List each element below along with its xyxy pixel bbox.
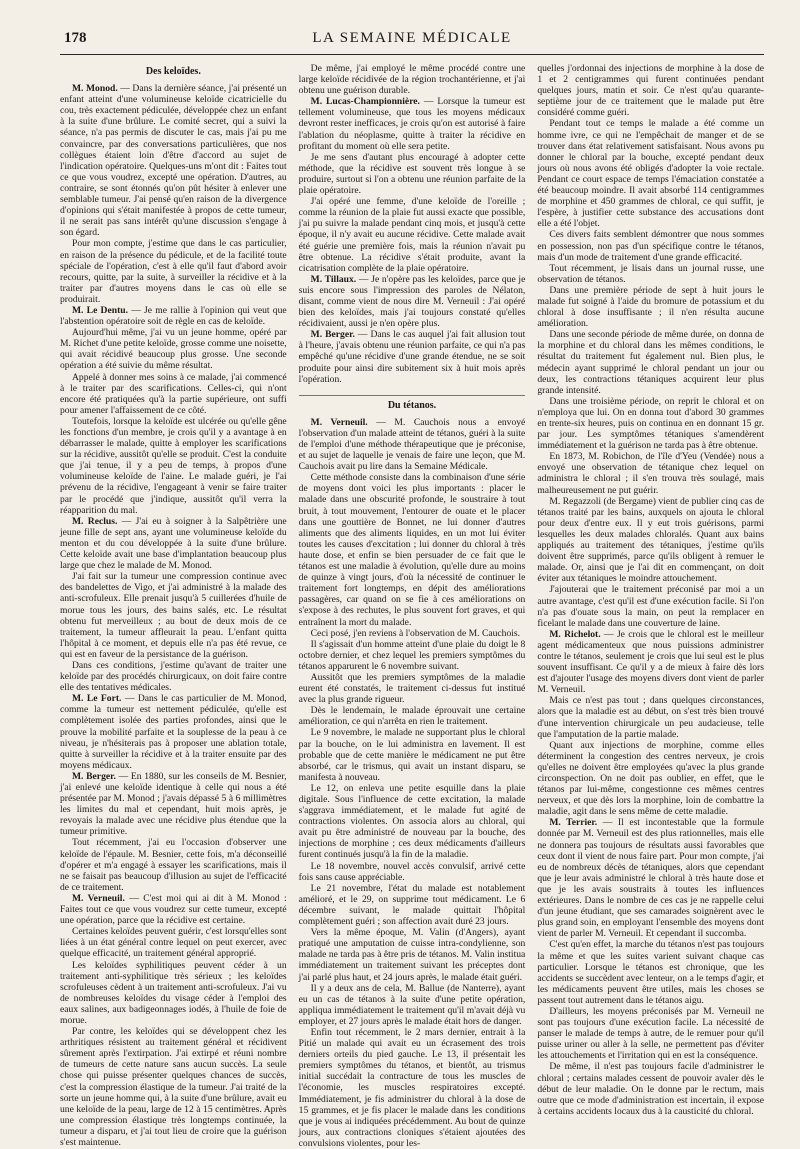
paragraph [537, 63, 764, 118]
paragraph-text: M. Regazzoli (de Bergame) vient de publier cinq cas de tétanos traité par les bains, auxquels on ajouta le chloral pour deux d'entre eux. Il y eut trois guérisons, parmi lesquelles les deux malades chloralés. Quant aux bains appliqués au traitement des tétaniques, j'estime qu'ils doivent être supprimés, parce qu'ils obligent à remuer le malade. Or, ainsi que je l'ai dit en commençant, on doit éviter aux tétaniques le moindre attouchement. [537, 495, 764, 585]
paragraph-text: Le 9 novembre, le malade ne supportant plus le chloral par la bouche, on le lui administra en lavement. Il est probable que de cette manière le médicament ne put être absorbé, car le trismus, qui avait un instant disparu, se manifesta à nouveau. [298, 727, 526, 783]
paragraph [537, 740, 764, 818]
paragraph-text: — Dans la dernière séance, j'ai présenté un enfant atteint d'une volumineuse keloïde cicatricielle du cou, très exactement pédiculée, développée chez un enfant à la suite d'une brûlure. Le comité secret, qui a suivi la séance, n'a pas permis de discuter le cas, mais j'ai pu me convaincre, par des conversations particulières, que nos collègues étaient loin d'être d'accord au sujet de l'indication opératoire. Quelques-uns m'ont dit : Faites tout ce que vous voudrez, excepté une opération. D'autres, au contraire, se sont étonnés qu'on pût hésiter à enlever une semblable tumeur. J'ai pensé qu'en raison de la divergence d'opinions qui s'était manifestée à propos de cette tumeur, il ne serait pas sans intérêt qu'une discussion s'engage à son égard. [60, 83, 287, 239]
paragraph-text: Dans une seconde période de même durée, on donna de la morphine et du chloral dans les mêmes conditions, le résultat du traitement fut également nul. Bien plus, le médecin ayant supprimé le chloral pendant un jour ou deux, les contractions tétaniques acquirent leur plus grande intensité. [537, 329, 764, 396]
paragraph [299, 639, 526, 672]
paragraph [537, 1006, 764, 1061]
paragraph-text: Dès le lendemain, le malade éprouvait une certaine amélioration, ce qui n'arrêta en rien le traitement. [298, 705, 526, 728]
paragraph [537, 329, 764, 396]
speaker-name: M. Verneuil. [310, 416, 368, 428]
speaker-name: M. Berger. [72, 770, 116, 782]
paragraph [299, 472, 526, 627]
speaker-name: M. Verneuil. [72, 892, 125, 904]
paragraph [299, 783, 526, 861]
column-2 [299, 63, 526, 1149]
paragraph-text: J'ai fait sur la tumeur une compression continue avec des bandelettes de Vigo, et j'ai administré à la malade des anti-scrofuleux. Elle prenait jusqu'à 5 cuillerées d'huile de morue tous les jours, des bains salés, etc. Le résultat obtenu fut merveilleux ; au bout de deux mois de ce traitement, la tumeur affleurait la peau. L'enfant quitta l'hôpital à ce moment, et depuis elle n'a pas été revue, ce qui est en faveur de la persistance de la guérison. [60, 571, 287, 660]
paragraph-text: Toutefois, lorsque la keloïde est ulcérée ou qu'elle gêne les fonctions d'un membre, je crois qu'il y a avantage à en débarrasser le malade, quitte à employer les scarifications sur la récidive, aussitôt qu'elle se produit. C'est la conduite que j'ai tenue, il y a peu de temps, à propos d'une volumineuse keloïde de l'aine. Le malade guéri, je l'ai prévenu de la récidive, l'engageant à venir se faire traiter par le procédé que j'indique, aussitôt qu'il verra la réapparition du mal. [60, 415, 287, 516]
paragraph-text: Tout récemment, je lisais dans un journal russe, une observation de tétanos. [537, 262, 764, 285]
text-columns [60, 63, 764, 1149]
paragraph-text: — Dans le cas particulier de M. Monod, comme la tumeur est nettement pédiculée, qu'elle est complètement isolée des parties profondes, ainsi que le prouve la mobilité parfaite et la souplesse de la peau à ce niveau, je n'hésiterais pas à proposer une ablation totale, quitte à surveiller la récidive et à la traiter ensuite par des moyens médicaux. [60, 693, 287, 771]
paragraph [537, 629, 764, 696]
paragraph [299, 274, 526, 329]
paragraph [299, 727, 526, 782]
paragraph [60, 960, 287, 1027]
paragraph [299, 983, 526, 1027]
paragraph-text: Pour mon compte, j'estime que dans le cas particulier, en raison de la présence du pédicule, et de la facilité toute spéciale de l'opération, c'est à elle qu'il faut d'abord avoir recours, quitte, par la suite, à surveiller la récidive et à la traiter par d'autres moyens dans le cas où elle se produirait. [60, 238, 287, 305]
paragraph-text: Appelé à donner mes soins à ce malade, j'ai commencé à le traiter par des scarifications. Celles-ci, qui n'ont encore été pratiquées qu'à la partie supérieure, ont suffi pour amener l'affaissement de ce côté. [60, 371, 287, 416]
paragraph [299, 63, 526, 96]
page-header [60, 30, 764, 55]
paragraph-text: — Il est incontestable que la formule donnée par M. Verneuil est des plus rationnelles, mais elle ne donnera pas toujours de résultats aussi favorables que ceux dont il vient de nous faire part. Pour mon compte, j'ai eu de nombreux décès de tétaniques, alors que cependant que je leur avais administré le chloral à très haute dose et que je les avais soustraits à toutes les influences extérieures. Dans le nombre de ces cas je ne rappelle celui d'un jeune étudiant, que ses camarades soignèrent avec le plus grand soin, en employant l'ensemble des moyens dont vient de parler M. Verneuil. Et cependant il succomba. [537, 817, 764, 940]
paragraph [299, 883, 526, 927]
paragraph-text: Il y a deux ans de cela, M. Ballue (de Nanterre), ayant eu un cas de tétanos à la suite d'une petite opération, appliqua immédiatement le traitement qu'il m'avait déjà vu employer, et 27 jours après le malade était hors de danger. [298, 982, 526, 1027]
running-title: LA SEMAINE MÉDICALE [312, 30, 512, 46]
paragraph-text: Il s'agissait d'un homme atteint d'une plaie du doigt le 8 octobre dernier, et chez lequel les premiers symptômes du tétanos apparurent le 6 novembre suivant. [298, 638, 526, 672]
paragraph [60, 693, 287, 771]
paragraph [299, 927, 526, 982]
paragraph-text: Par contre, les keloïdes qui se développent chez les arthritiques résistent au traitement général et récidivent sûrement après l'extirpation. J'ai extirpé et réuni nombre de tumeurs de cette nature sans aucun succès. La seule chose qui puisse présenter quelques chances de succès, c'est la compression élastique de la tumeur. J'ai traité de la sorte un jeune homme qui, à la suite d'une brûlure, avait eu une keloïde de la peau, large de 12 à 15 centimètres. Après une compression élastique très longtemps continuée, la tumeur a disparu, et j'ai tout lieu de croire que la guérison s'est maintenue. [60, 1026, 287, 1148]
paragraph [299, 196, 526, 274]
paragraph [60, 771, 287, 838]
paragraph [60, 660, 287, 693]
paragraph-text: Mais ce n'est pas tout ; dans quelques circonstances, alors que la maladie est au début, on s'est très bien trouvé d'une intervention chirurgicale un peu audacieuse, telle que l'amputation de la partie malade. [537, 695, 764, 740]
paragraph [60, 837, 287, 892]
paragraph-text: — Je crois que le chloral est le meilleur agent médicamenteux que nous puissions administrer contre le tétanos, seulement je crois que lui seul est le plus souvent insuffisant. Ce qu'il y a de mieux à faire dès lors est d'ajouter l'usage des moyens divers dont vient de parler M. Verneuil. [537, 628, 764, 696]
paragraph-text: Ceci posé, j'en reviens à l'observation de M. Cauchois. [310, 627, 521, 639]
paragraph-text: De même, il n'est pas toujours facile d'administrer le chloral ; certains malades cessent de pouvoir avaler dès le début de leur maladie. On le donne par le rectum, mais outre que ce mode d'administration est incertain, il expose à certains accidents locaux dus à la causticité du chloral. [537, 1061, 764, 1117]
speaker-name: M. Le Fort. [72, 693, 122, 705]
paragraph [299, 628, 526, 639]
paragraph-text: — C'est moi qui ai dit à M. Monod : Faites tout ce que vous voudrez sur cette tumeur, excepté une opération, parce que la récidive est certaine. [60, 892, 287, 927]
paragraph [537, 1061, 764, 1116]
paragraph-text: — Je n'opère pas les keloïdes, parce que je suis encore sous l'impression des paroles de Nélaton, disant, comme vient de nous dire M. Verneuil : J'ai opéré bien des keloïdes, mais j'ai toujours constaté qu'elles récidivaient, aussi je n'en opère plus. [298, 273, 526, 330]
column-3 [537, 63, 764, 1149]
paragraph-text: J'ajouterai que le traitement préconisé par moi a un autre avantage, c'est qu'il est d'une exécution facile. Si l'on n'a pas d'ouate sous la main, on peut la remplacer en ficelant le malade dans une couverture de laine. [537, 584, 764, 629]
paragraph-text: quelles j'ordonnai des injections de morphine à la dose de 1 et 2 centigrammes qui furent continuées pendant quelques jours, matin et soir. Ce n'est qu'au quarante-septième jour de ce traitement que le malade put être considéré comme guéri. [537, 63, 764, 119]
paragraph [60, 926, 287, 959]
paragraph-text: Le 12, on enleva une petite esquille dans la plaie digitale. Sous l'influence de cette excitation, la malade s'aggrava immédiatement, et le malade fut agité de contractions violentes. On associa alors au chloral, qui avait pu être administré de nouveau par la bouche, des injections de morphine ; ces deux médicaments d'ailleurs furent continués jusqu'à la fin de la maladie. [298, 782, 526, 861]
paragraph [299, 705, 526, 727]
paragraph [299, 1027, 526, 1149]
paragraph [299, 672, 526, 705]
paragraph [537, 817, 764, 939]
speaker-name: M. Monod. [72, 83, 118, 95]
paragraph-text: Le 21 novembre, l'état du malade est notablement amélioré, et le 29, on supprime tout médicament. Le 6 décembre suivant, le malade quittait l'hôpital complètement guéri ; son affection avait duré 23 jours. [298, 882, 526, 928]
paragraph-text: J'ai opéré une femme, d'une keloïde de l'oreille ; comme la réunion de la plaie fut aussi exacte que possible, j'ai pu suivre la malade pendant cinq mois, et jusqu'à cette époque, il n'y avait eu aucune récidive. Cette malade avait été guérie une première fois, mais la réunion n'avait pu être obtenue. La récidive s'était produite, avant la cicatrisation complète de la plaie opératoire. [298, 196, 526, 274]
paragraph-text: Certaines keloïdes peuvent guérir, c'est lorsqu'elles sont liées à un état général contre lequel on peut exercer, avec quelque efficacité, un traitement général approprié. [60, 926, 287, 960]
paragraph-text: En 1873, M. Robichon, de l'île d'Yeu (Vendée) nous a envoyé une observation de tétanique chez lequel on administra le chloral ; il s'en trouva très soulagé, mais malheureusement ne put guérir. [537, 451, 764, 496]
paragraph [60, 305, 287, 327]
section-heading: Du tétanos. [299, 395, 526, 411]
section-heading: Des keloïdes. [145, 66, 201, 77]
speaker-name: M. Tillaux. [310, 273, 357, 285]
paragraph [299, 417, 526, 472]
paragraph-text: — Je me rallie à l'opinion qui veut que l'abstention opératoire soit de règle en cas de keloïde. [60, 304, 287, 328]
speaker-name: M. Reclus. [72, 515, 118, 527]
paragraph-text: De même, j'ai employé le même procédé contre une large keloïde récidivée de la région trochantérienne, et j'ai obtenu une guérison durable. [298, 63, 526, 97]
paragraph [537, 451, 764, 495]
paragraph-text: Dans une troisième période, on reprit le chloral et on n'employa que lui. On en donna tout d'abord 30 grammes en trente-six heures, puis on continua en en donnant 15 gr. par jour. Les symptômes tétaniques s'amendèrent immédiatement et la guérison ne tarda pas à être obtenue. [537, 395, 764, 452]
paragraph-text: Ces divers faits semblent démontrer que nous sommes en possession, non pas d'un spécifique contre le tétanos, mais d'un mode de traitement d'une grande efficacité. [537, 229, 764, 263]
speaker-name: M. Le Dentu. [72, 304, 129, 316]
paragraph-text: D'ailleurs, les moyens préconisés par M. Verneuil ne sont pas toujours d'une exécution facile. La nécessité de panser le malade de temps à autre, de le remuer pour qu'il puisse uriner ou aller à la selle, ne permettent pas d'éviter les attouchements et l'irritation qui en est la conséquence. [537, 1005, 764, 1062]
paragraph-text: Pendant tout ce temps le malade a été comme un homme ivre, ce qui ne l'empêchait de manger et de se trouver dans état relativement satisfaisant. Nous avons pu donner le chloral par la bouche, excepté pendant deux jours où nous avons été obligés d'adopter la voie rectale. Pendant ce court espace de temps l'émaciation constatée a été beaucoup moindre. Il avait absorbé 114 centigrammes de morphine et 450 grammes de chloral, ce qui suffit, je l'espère, à justifier cette substance des accusations dont elle a été l'objet. [537, 118, 764, 230]
paragraph-text: Dans ces conditions, j'estime qu'avant de traiter une keloïde par des procédés chirurgicaux, on doit faire contre elle des tentatives médicales. [60, 659, 287, 694]
paragraph-text: Les keloïdes syphilitiques peuvent céder à un traitement anti-syphilitique très sérieux ; les keloïdes scrofuleuses cèdent à un traitement anti-scrofuleux. J'ai vu de nombreuses keloïdes du visage céder à l'emploi des eaux salines, aux badigeonnages iodés, à l'huile de foie de morue. [60, 959, 287, 1026]
speaker-name: M. Terrier. [549, 817, 598, 829]
paragraph-text: Dans une première période de sept à huit jours le malade fut soigné à l'aide du bromure de potassium et du chloral à dose insuffisante ; il n'en résulta aucune amélioration. [537, 284, 764, 330]
paragraph [537, 263, 764, 285]
paragraph [60, 238, 287, 305]
paragraph [60, 416, 287, 516]
paragraph-text: C'est qu'en effet, la marche du tétanos n'est pas toujours la même et que les suites varient suivant chaque cas particulier. Lorsque le tétanos est chronique, que les accidents se succèdent avec lenteur, on a le temps d'agir, et les médicaments peuvent être utiles, mais les choses se passent tout autrement dans le tétanos aigu. [537, 939, 764, 1006]
paragraph [537, 584, 764, 628]
paragraph-text: Enfin tout récemment, le 2 mars dernier, entrait à la Pitié un malade qui avait eu un écrasement des trois derniers orteils du pied gauche. Le 13, il présentait les premiers symptômes du tétanos, et bientôt, au trismus initial succédait la contracture de tous les muscles de l'économie, les muscles respiratoires excepté. Immédiatement, je fis administrer du chloral à la dose de 15 grammes, et je fis placer le malade dans les conditions que je vous ai indiquées précédemment. Au bout de quinze jours, aux contractions cloniques s'étaient ajoutées des convulsions violentes, pour les- [298, 1026, 526, 1149]
column-1 [60, 63, 287, 1149]
paragraph [537, 118, 764, 229]
paragraph-text: Aussitôt que les premiers symptômes de la maladie eurent été constatés, le traitement ci-dessus fut institué avec la plus grande rigueur. [298, 671, 526, 706]
paragraph [60, 83, 287, 238]
paragraph [537, 496, 764, 585]
paragraph [60, 1026, 287, 1148]
paragraph [60, 516, 287, 571]
paragraph-text: Aujourd'hui même, j'ai vu un jeune homme, opéré par M. Richet d'une petite keloïde, grosse comme une noisette, qui avait récidivé beaucoup plus grosse. Une seconde opération a été suivie du même résultat. [60, 327, 287, 372]
page-number: 178 [64, 30, 87, 46]
paragraph [299, 152, 526, 196]
speaker-name: M. Lucas-Championnière. [310, 96, 420, 108]
paragraph [537, 285, 764, 329]
paragraph-text: Quant aux injections de morphine, comme elles déterminent la congestion des centres nerveux, je crois qu'elles ne doivent être employées qu'avec la plus grande circonspection. On ne doit pas oublier, en effet, que le tétanos par lui-même, congestionne ces mêmes centres nerveux, et que dès lors la morphine, loin de combattre la maladie, agit dans le sens même de cette maladie. [537, 739, 764, 818]
paragraph [299, 861, 526, 883]
paragraph-text: Vers la même époque, M. Valin (d'Angers), ayant pratiqué une amputation de cuisse intra-condylienne, son malade ne tarda pas à être pris de tétanos. M. Valin institua immédiatement un traitement suivant les préceptes dont j'ai parlé plus haut, et 24 jours après, le malade était guéri. [298, 927, 526, 983]
paragraph-text: — Dans le cas auquel j'ai fait allusion tout à l'heure, j'avais obtenu une réunion parfaite, ce qui n'a pas empêché qu'une récidive d'une grande étendue, ne se soit produite pour ainsi dire subitement six à huit mois après l'opération. [298, 329, 526, 385]
paragraph [299, 329, 526, 384]
speaker-name: M. Berger. [310, 329, 355, 341]
paragraph [537, 229, 764, 262]
paragraph [537, 695, 764, 739]
paragraph-text: — Lorsque la tumeur est tellement volumineuse, que tous les moyens médicaux devront rester inefficaces, je crois qu'on est autorisé à faire l'ablation du néoplasme, quitte à traiter la récidive en profitant du moment où elle sera petite. [298, 96, 526, 152]
paragraph-text: — J'ai eu à soigner à la Salpêtrière une jeune fille de sept ans, ayant une volumineuse keloïde du menton et du cou développée à la suite d'une brûlure. Cette keloïde avait une base d'implantation beaucoup plus large que chez le malade de M. Monod. [60, 515, 287, 572]
paragraph [60, 327, 287, 371]
paragraph [299, 96, 526, 151]
paragraph-text: Cette méthode consiste dans la combinaison d'une série de moyens dont voici les plus importants : placer le malade dans une obscurité profonde, le soustraire à tout bruit, à tout mouvement, l'entourer de ouate et le placer dans une gouttière de Bonnet, ne lui donner d'autres aliments que des aliments liquides, en un mot lui éviter toutes les causes d'excitation ; lui donner du chloral à très haute dose, et enfin se bien persuader de ce fait que le tétanos est une maladie à évolution, qu'elle dure au moins de quinze à vingt jours, d'où la nécessité de continuer le traitement fort longtemps, en dépit des améliorations passagères, car quand on se fie à ces améliorations on s'expose à des rechutes, le plus souvent fort graves, et qui entraînent la mort du malade. [298, 472, 526, 628]
paragraph [60, 372, 287, 416]
paragraph-text: Le 18 novembre, nouvel accès convulsif, arrivé cette fois sans cause appréciable. [298, 860, 526, 883]
paragraph [537, 939, 764, 1006]
paragraph-text: — M. Cauchois nous a envoyé l'observation d'un malade atteint de tétanos, guéri à la suite de l'emploi d'une méthode thérapeutique que je préconise, et au sujet de laquelle je venais de faire une leçon, que M. Cauchois avait pu lire dans la Semaine Médicale. [298, 416, 526, 473]
paragraph [537, 396, 764, 451]
paragraph-text: Tout récemment, j'ai eu l'occasion d'observer une keloïde de l'épaule. M. Besnier, cette fois, m'a déconseillé d'opérer et m'a engagé à essayer les scarifications, mais il ne se faisait pas beaucoup d'illusion au sujet de l'efficacité de ce traitement. [60, 837, 287, 893]
paragraph [60, 571, 287, 660]
paragraph-text: — En 1880, sur les conseils de M. Besnier, j'ai enlevé une keloïde identique à celle qui nous a été présentée par M. Monod ; j'avais dépassé 5 à 6 millimètres les limites du mal et cependant, huit mois après, je revoyais la malade avec une récidive plus étendue que la tumeur primitive. [60, 770, 287, 838]
paragraph [60, 893, 287, 926]
paragraph-text: Je me sens d'autant plus encouragé à adopter cette méthode, que la récidive est souvent très longue à se produire, surtout si l'on a obtenu une réunion parfaite de la plaie opératoire. [298, 151, 526, 197]
speaker-name: M. Richelot. [549, 628, 601, 640]
